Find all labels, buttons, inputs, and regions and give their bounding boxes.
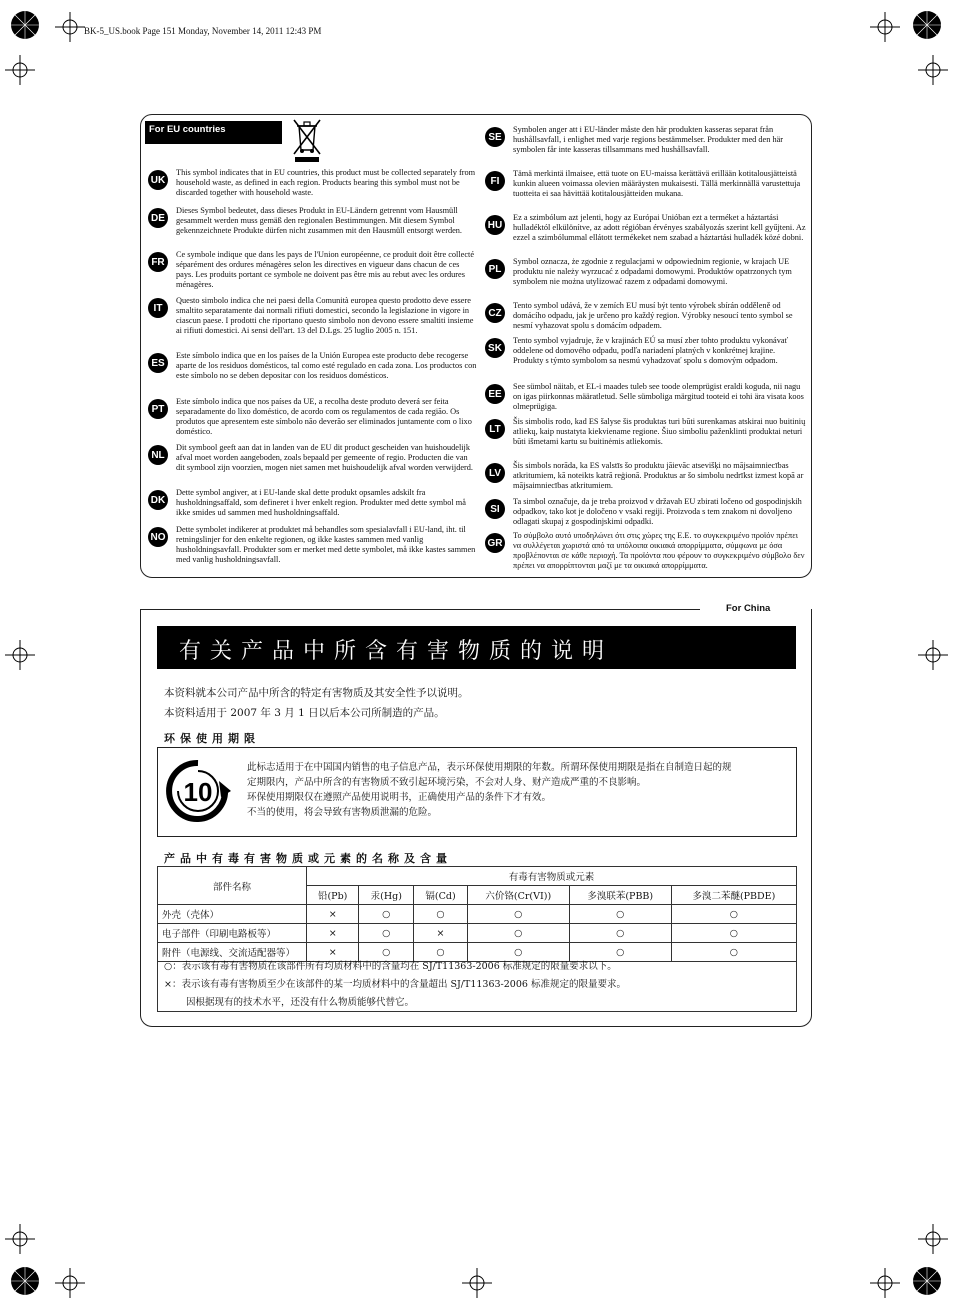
cell: ○: [359, 905, 414, 924]
eu-entry: [485, 461, 807, 491]
eu-entry: [485, 257, 807, 287]
crosshair-icon: [870, 12, 900, 42]
cell: ○: [467, 943, 569, 962]
cell: ○: [671, 943, 796, 962]
country-badge: SK: [485, 338, 505, 358]
page-header: BK-5_US.book Page 151 Monday, November 14, 2011 12:43 PM: [84, 26, 322, 36]
registration-mark-icon: [912, 1266, 942, 1296]
eu-entry: [485, 169, 807, 199]
cell: ○: [414, 905, 468, 924]
country-badge: LV: [485, 463, 505, 483]
row-name: 电子部件（印刷电路板等）: [158, 924, 307, 943]
crosshair-icon: [918, 55, 948, 85]
crosshair-icon: [918, 640, 948, 670]
epup-line: 定期限内，产品中所含的有害物质不致引起环境污染，不会对人身、财产造成严重的不良影响。: [247, 777, 647, 788]
epup-heading: 环保使用期限: [164, 732, 260, 745]
cell: ○: [671, 905, 796, 924]
column-header: 六价铬(Cr(VI)): [467, 886, 569, 905]
eu-entry-text: Tämä merkintä ilmaisee, että tuote on EU-maissa kerättävä erillään kotitalousjätteistä kunkin alueen voimassa olevien määräysten mukaisesti. Tällä merkinnällä varustettuja tuotteita ei saa hävittää kotitalousjätteiden mukana.: [513, 169, 801, 198]
eu-entry-text: Tento symbol vyjadruje, že v krajinách EÚ sa musí zber tohto produktu vykonávať oddelene od domového odpadu, podľa nariadení platných v konkrétnej krajine. Produkty s týmto symbolom sa nesmú vyhadzovať spolu s domovým odpadom.: [513, 336, 789, 365]
crossed-out-bin-icon: [292, 118, 322, 163]
country-badge: FR: [148, 252, 168, 272]
row-name: 附件（电源线、交流适配器等）: [158, 943, 307, 962]
china-label: For China: [726, 603, 771, 614]
cell: ○: [467, 924, 569, 943]
country-badge: ES: [148, 353, 168, 373]
cell: ○: [671, 924, 796, 943]
cell: ×: [307, 905, 359, 924]
registration-mark-icon: [912, 10, 942, 40]
crosshair-icon: [870, 1268, 900, 1298]
country-badge: HU: [485, 215, 505, 235]
column-header: 多溴联苯(PBB): [569, 886, 671, 905]
cell: ○: [569, 924, 671, 943]
crosshair-icon: [55, 12, 85, 42]
cell: ○: [569, 905, 671, 924]
eu-entry-text: Ce symbole indique que dans les pays de l'Union européenne, ce produit doit être collecté séparément des ordures ménagères selon les directives en vigueur dans chacun de ces pays. Les produits portant ce symbole ne doivent pas être mis au rebut avec les ordures ménagères.: [176, 250, 475, 289]
cell: ○: [569, 943, 671, 962]
eu-entry-text: Symbol oznacza, że zgodnie z regulacjami w odpowiednim regionie, w krajach UE produktu nie należy wyrzucać z odpadami domowymi. Produktów opatrzonych tym symbolem nie można utylizować razem z odpadami domowymi.: [513, 257, 792, 286]
country-badge: GR: [485, 533, 505, 553]
country-badge: LT: [485, 419, 505, 439]
country-badge: PT: [148, 399, 168, 419]
note-line: ○：表示该有毒有害物质在该部件所有均质材料中的含量均在 SJ/T11363-2006 标准规定的限量要求以下。: [164, 961, 617, 972]
eu-entry-text: Το σύμβολο αυτό υποδηλώνει ότι στις χώρες της Ε.Ε. το συγκεκριμένο προϊόν πρέπει να συλλέγεται χωριστά από τα υπόλοιπα οικιακά απορρίμματα, σύμφωνα με όσα προβλέπονται σε κάθε περιοχή. Τα προϊόντα που φέρουν το συγκεκριμένο σύμβολο δεν πρέπει να απορρίπτονται μαζί με τα οικιακά απορρίμματα.: [513, 531, 805, 570]
group-header: 有毒有害物质或元素: [307, 867, 797, 886]
cell: ○: [467, 905, 569, 924]
eu-entry-text: Šis simbolis rodo, kad ES šalyse šis produktas turi būti surenkamas atskirai nuo buitinių atliekų, kaip nustatyta kiekviename regione. Šiuo simboliu paženklinti produktai neturi būti išmetami kartu su buitinėmis atliekomis.: [513, 417, 806, 446]
eu-entry-text: Ez a szimbólum azt jelenti, hogy az Európai Unióban ezt a terméket a háztartási hulladéktól elkülönítve, az adott régióban érvényes szabályozás szerint kell gyűjteni. Az ezzel a szimbólummal ellátott termékeket nem szabad a háztartási hulladék közé dobni.: [513, 213, 806, 242]
crosshair-icon: [462, 1268, 492, 1298]
column-header: 铅(Pb): [307, 886, 359, 905]
crosshair-icon: [55, 1268, 85, 1298]
eu-entry-text: Este símbolo indica que nos países da UE, a recolha deste produto deverá ser feita separadamente do lixo doméstico, de acordo com os regulamentos de cada região. Os produtos que apresentem este símbolo não deverão ser eliminados juntamente com o lixo doméstico.: [176, 397, 472, 436]
table-header-row: [158, 867, 797, 886]
eu-entry: [485, 213, 807, 243]
country-badge: NL: [148, 445, 168, 465]
country-badge: IT: [148, 298, 168, 318]
environment-protection-period-icon: [163, 759, 233, 823]
country-badge: EE: [485, 384, 505, 404]
table-row: [158, 924, 797, 943]
eu-entry: [148, 443, 478, 473]
eu-entry: [148, 206, 478, 236]
cell: ○: [359, 943, 414, 962]
table-row: [158, 905, 797, 924]
epup-logo-number: 10: [183, 777, 213, 807]
eu-entry-text: Šis simbols norāda, ka ES valstīs šo produktu jāievāc atsevišķi no mājsaimniecības atkritumiem, kā noteikts katrā reģionā. Produktus ar šo simbolu nedrīkst izmest kopā ar mājsaimniecības atkritumiem.: [513, 461, 804, 490]
crosshair-icon: [5, 1224, 35, 1254]
eu-entry: [148, 397, 478, 437]
country-badge: SE: [485, 127, 505, 147]
country-badge: SI: [485, 499, 505, 519]
eu-entry-text: Tento symbol udává, že v zemích EU musí být tento výrobek sbírán odděleně od domácího odpadu, jak je určeno pro každý region. Výrobky nesoucí tento symbol se nesmí vyhazovat spolu s domácím odpadem.: [513, 301, 793, 330]
registration-mark-icon: [10, 10, 40, 40]
epup-line: 环保使用期限仅在遵照产品使用说明书，正确使用产品的条件下才有效。: [247, 792, 552, 803]
cell: ×: [414, 924, 468, 943]
part-header: 部件名称: [158, 867, 307, 905]
eu-entry-text: Este símbolo indica que en los países de la Unión Europea este producto debe recogerse aparte de los residuos domésticos, tal como esté regulado en cada zona. Los productos con este símbolo no se deben depositar con los residuos domésticos.: [176, 351, 477, 380]
crosshair-icon: [5, 55, 35, 85]
epup-description: [247, 760, 792, 820]
eu-entry-text: Dette symbol angiver, at i EU-lande skal dette produkt opsamles adskilt fra husholdningsaffald, som defineret i hver enkelt region. Produkter med dette symbol må ikke smides ud sammen med husholdningsaffald.: [176, 488, 466, 517]
cell: ○: [414, 943, 468, 962]
column-header: 多溴二苯醚(PBDE): [671, 886, 796, 905]
country-badge: FI: [485, 171, 505, 191]
country-badge: PL: [485, 259, 505, 279]
crosshair-icon: [5, 640, 35, 670]
eu-entry: [148, 168, 478, 198]
note-line: 因根据现有的技术水平，还没有什么物质能够代替它。: [186, 997, 415, 1008]
eu-entry: [485, 531, 807, 571]
country-badge: DE: [148, 208, 168, 228]
column-header: 镉(Cd): [414, 886, 468, 905]
eu-entry: [148, 488, 478, 518]
cell: ×: [307, 943, 359, 962]
cell: ×: [307, 924, 359, 943]
intro-line: 本资料就本公司产品中所含的特定有害物质及其安全性予以说明。: [164, 687, 469, 699]
intro-line: 本资料适用于 2007 年 3 月 1 日以后本公司所制造的产品。: [164, 707, 445, 719]
eu-entry: [148, 525, 478, 565]
eu-entry: [485, 336, 807, 366]
eu-entry: [485, 417, 807, 447]
table-heading: 产品中有毒有害物质或元素的名称及含量: [164, 852, 452, 865]
eu-entry-text: Symbolen anger att i EU-länder måste den här produkten kasseras separat från hushållsavfall, i enlighet med varje regions bestämmelser. Produkter med den här symbolen får inte kasseras tillsammans med hushållsavfall.: [513, 125, 784, 154]
epup-line: 此标志适用于在中国国内销售的电子信息产品，表示环保使用期限的年数。所谓环保使用期限是指在自制造日起的规: [247, 762, 732, 773]
registration-mark-icon: [10, 1266, 40, 1296]
country-badge: NO: [148, 527, 168, 547]
column-header: 汞(Hg): [359, 886, 414, 905]
crosshair-icon: [918, 1224, 948, 1254]
eu-entry: [485, 301, 807, 331]
eu-entry-text: See sümbol näitab, et EL-i maades tuleb see toode olemprügist eraldi koguda, nii nagu on igas piirkonnas määratletud. Selle sümboliga märgitud tooteid ei tohi ära visata koos olmeprügiga.: [513, 382, 804, 411]
eu-entry: [148, 296, 478, 336]
eu-entry-text: Dette symbolet indikerer at produktet må behandles som spesialavfall i EU-land, iht. til retningslinjer for den enkelte regionen, og ikke kastes sammen med vanlig husholdningsavfall. Produkter som er merket med dette symbolet, må ikke kastes sammen med vanlig husholdningsavfall.: [176, 525, 476, 564]
table-notes: [157, 958, 797, 1012]
eu-entry-text: Dit symbool geeft aan dat in landen van de EU dit product gescheiden van huishoudelijk afval moet worden aangeboden, zoals bepaald per gemeente of regio. Producten die van dit symbool zijn voorzien, mogen niet samen met huishoudelijk afval worden verwijderd.: [176, 443, 474, 472]
eu-entry: [148, 250, 478, 290]
epup-line: 不当的使用，将会导致有害物质泄漏的危险。: [247, 807, 438, 818]
eu-entry: [485, 382, 807, 412]
cell: ○: [359, 924, 414, 943]
country-badge: DK: [148, 490, 168, 510]
row-name: 外壳（壳体）: [158, 905, 307, 924]
substance-table: [157, 866, 797, 962]
eu-entry-text: Questo simbolo indica che nei paesi della Comunità europea questo prodotto deve essere smaltito separatamente dai normali rifiuti domestici, secondo la legislazione in vigore in ciascun paese. I prodotti che riportano questo simbolo non devono essere smaltiti insieme ai rifiuti domestici. Ai sensi dell'art. 13 del D.Lgs. 25 luglio 2005 n. 151.: [176, 296, 474, 335]
note-line: ×：表示该有毒有害物质至少在该部件的某一均质材料中的含量超出 SJ/T11363-2006 标准规定的限量要求。: [164, 979, 626, 990]
eu-entry: [148, 351, 478, 381]
eu-entry-text: Ta simbol označuje, da je treba proizvod v državah EU zbirati ločeno od gospodinjskih odpadkov, tako kot je določeno v vsaki regiji. Proizvoda s tem znakom ni dovoljeno odlagati skupaj z gospodinjskimi odpadki.: [513, 497, 802, 526]
country-badge: CZ: [485, 303, 505, 323]
eu-entry-text: Dieses Symbol bedeutet, dass dieses Produkt in EU-Ländern getrennt vom Hausmüll gesammelt werden muss gemäß den regionalen Bestimmungen. Mit diesem Symbol gekennzeichnete Produkte dürfen nicht zusammen mit den Hausmüll entsorgt werden.: [176, 206, 463, 235]
page-title: 有关产品中所含有害物质的说明: [157, 626, 796, 669]
eu-entry: [485, 497, 807, 527]
eu-entry: [485, 125, 807, 155]
eu-label: For EU countries: [145, 121, 282, 144]
eu-entry-text: This symbol indicates that in EU countries, this product must be collected separately from household waste, as defined in each region. Products bearing this symbol must not be discarded together with household waste.: [176, 168, 476, 197]
country-badge: UK: [148, 170, 168, 190]
